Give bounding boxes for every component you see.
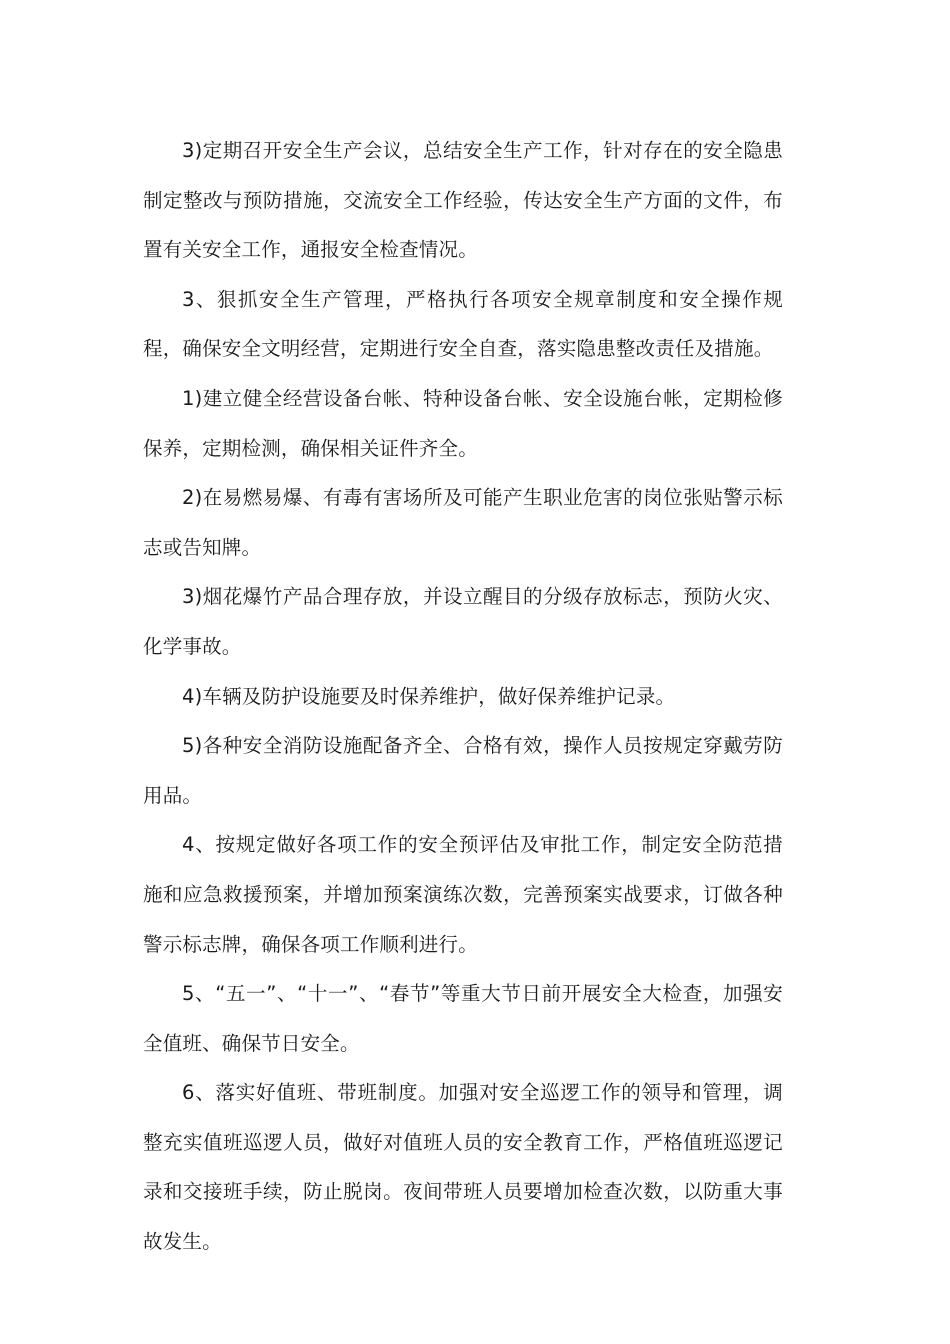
- document-body: [143, 126, 783, 1267]
- paragraph-fireworks-storage: 3)烟花爆竹产品合理存放，并设立醒目的分级存放标志，预防火灾、化学事故。: [143, 585, 783, 658]
- paragraph-vehicles: 4)车辆及防护设施要及时保养维护，做好保养维护记录。: [182, 684, 676, 708]
- paragraph-pre-assessment: 4、按规定做好各项工作的安全预评估及审批工作，制定安全防范措施和应急救援预案，并增加预案演练次数，完善预案实战要求，订做各种警示标志牌，确保各项工作顺利进行。: [143, 833, 783, 956]
- paragraph-fire-facilities: 5)各种安全消防设施配备齐全、合格有效，操作人员按规定穿戴劳防用品。: [143, 734, 783, 807]
- paragraph-meeting: 3)定期召开安全生产会议，总结安全生产工作，针对存在的安全隐患制定整改与预防措施，交流安全工作经验，传达安全生产方面的文件，布置有关安全工作，通报安全检查情况。: [143, 139, 783, 262]
- paragraph-management: 3、狠抓安全生产管理，严格执行各项安全规章制度和安全操作规程，确保安全文明经营，定期进行安全自查，落实隐患整改责任及措施。: [143, 287, 783, 361]
- paragraph-ledger: 1)建立健全经营设备台帐、特种设备台帐、安全设施台帐，定期检修保养，定期检测，确保相关证件齐全。: [143, 386, 783, 460]
- paragraph-warning-signs: 2)在易燃易爆、有毒有害场所及可能产生职业危害的岗位张贴警示标志或告知牌。: [143, 486, 783, 559]
- paragraph-holiday-inspection: 5、“五一”、“十一”、“春节”等重大节日前开展安全大检查，加强安全值班、确保节日安全。: [143, 982, 783, 1055]
- paragraph-duty-system: 6、落实好值班、带班制度。加强对安全巡逻工作的领导和管理，调整充实值班巡逻人员，做好对值班人员的安全教育工作，严格值班巡逻记录和交接班手续，防止脱岗。夜间带班人员要增加检查次数，以防重大事故发生。: [143, 1081, 783, 1254]
